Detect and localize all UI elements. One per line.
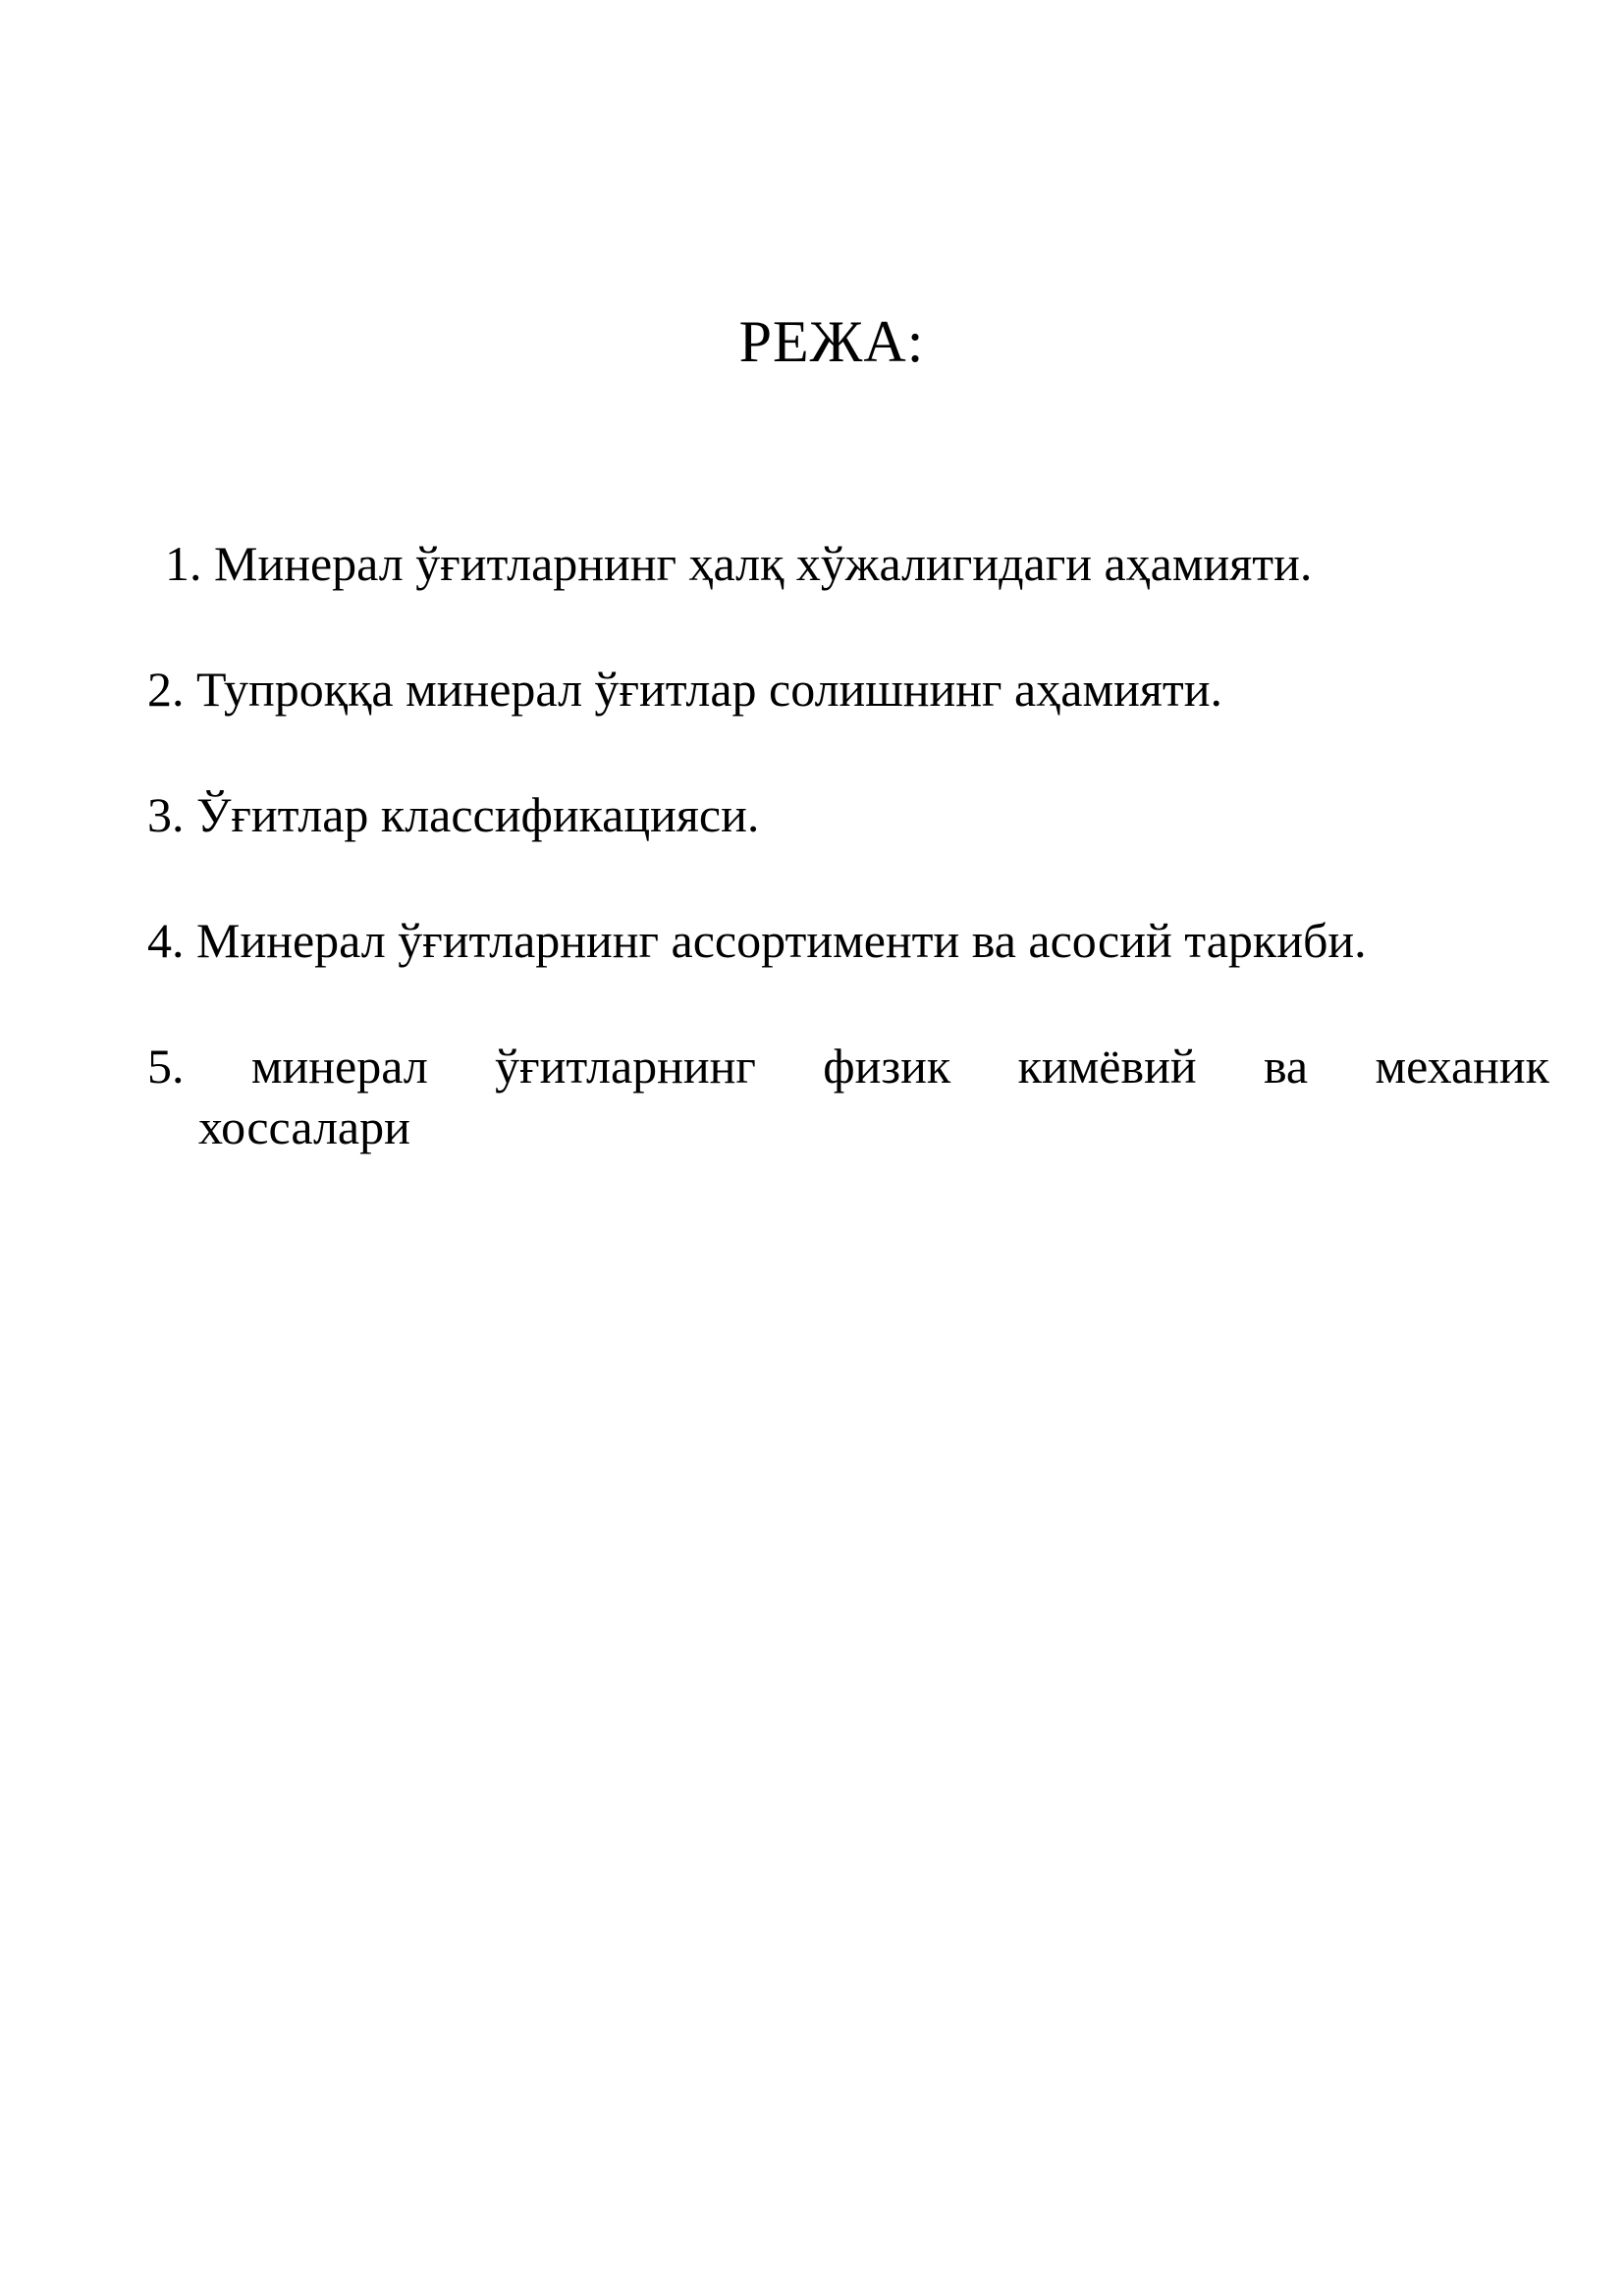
plan-item-5-word: кимёвий xyxy=(1017,1039,1197,1094)
plan-item-5-word: ўғитларнинг xyxy=(495,1039,756,1094)
plan-item-5-word: механик xyxy=(1375,1039,1549,1094)
plan-item-5-word: минерал xyxy=(250,1039,428,1094)
plan-item-5-word: физик xyxy=(823,1039,951,1094)
plan-item-5-first-line xyxy=(147,1036,1549,1096)
plan-item-1: 1. Минерал ўғитларнинг ҳалқ хўжалигидаги аҳамияти. xyxy=(165,536,1313,591)
plan-item-2: 2. Тупроққа минерал ўғитлар солишнинг аҳамияти. xyxy=(147,662,1222,717)
plan-item-4: 4. Минерал ўғитларнинг ассортименти ва асосий таркиби. xyxy=(147,913,1367,968)
plan-item-5-word: ва xyxy=(1263,1039,1309,1094)
page-title: РЕЖА: xyxy=(738,309,925,374)
plan-item-5-word: 5. xyxy=(147,1039,185,1094)
plan-item-5 xyxy=(147,1036,1549,1157)
plan-item-5-continuation: хоссалари xyxy=(198,1099,410,1154)
plan-item-3: 3. Ўғитлар классификацияси. xyxy=(147,787,760,842)
